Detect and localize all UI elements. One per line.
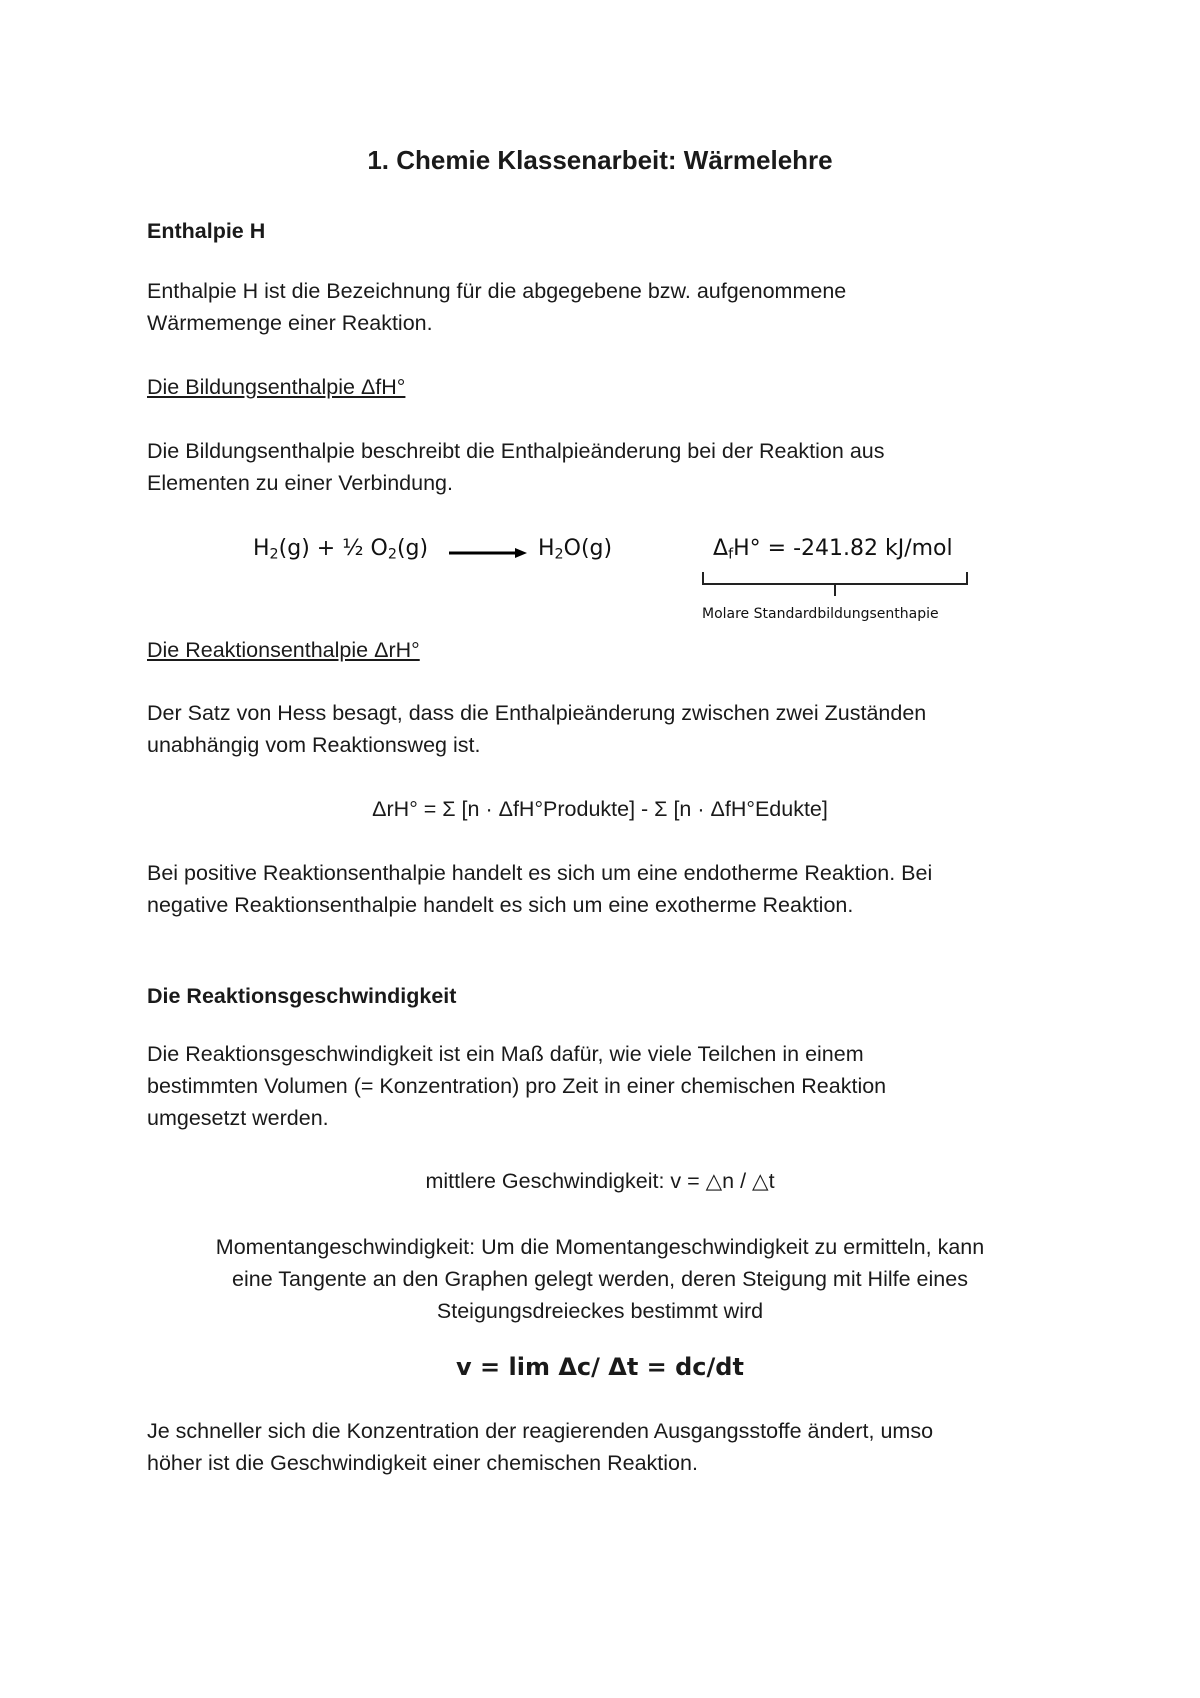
product-text: O(g): [563, 536, 613, 561]
delta-symbol: Δ: [713, 536, 729, 561]
text-line: Die Bildungsenthalpie beschreibt die Enthalpieänderung bei der Reaktion aus: [147, 439, 885, 463]
paragraph-enthalpie: [147, 275, 1067, 339]
text-line: Wärmemenge einer Reaktion.: [147, 311, 433, 335]
text-line: Elementen zu einer Verbindung.: [147, 471, 453, 495]
enthalpy-value-text: H° = -241.82 kJ/mol: [733, 536, 953, 561]
text-line: negative Reaktionsenthalpie handelt es sich um eine exotherme Reaktion.: [147, 893, 854, 917]
reaction-equation: [0, 536, 1200, 636]
text-line: Bei positive Reaktionsenthalpie handelt es sich um eine endotherme Reaktion. Bei: [147, 861, 933, 885]
subheading-reaktionsenthalpie: Die Reaktionsenthalpie ΔrH°: [147, 638, 420, 662]
mean-speed-formula: mittlere Geschwindigkeit: v = △n / △t: [425, 1169, 775, 1193]
paragraph-conclusion: [147, 1415, 1067, 1479]
section-heading-enthalpie: Enthalpie H: [147, 219, 266, 243]
paragraph-geschwindigkeit: [147, 1038, 1067, 1134]
text-line: Der Satz von Hess besagt, dass die Enthalpieänderung zwischen zwei Zuständen: [147, 701, 927, 725]
text-line: Momentangeschwindigkeit: Um die Momentangeschwindigkeit zu ermitteln, kann: [215, 1235, 985, 1259]
reaction-arrow-icon: [447, 546, 529, 560]
product: [538, 536, 612, 561]
paragraph-sign: [147, 857, 1067, 921]
reactant-state: (g): [396, 536, 429, 561]
page-title: 1. Chemie Klassenarbeit: Wärmelehre: [367, 145, 833, 175]
subheading-bildungsenthalpie: Die Bildungsenthalpie ΔfH°: [147, 375, 406, 399]
reactant-h: H: [253, 536, 270, 561]
subscript: 2: [387, 546, 397, 563]
brace-icon: [700, 570, 970, 598]
text-line: höher ist die Geschwindigkeit einer chemischen Reaktion.: [147, 1451, 698, 1475]
brace-label: Molare Standardbildungsenthapie: [702, 606, 939, 622]
subscript: 2: [269, 546, 279, 563]
text-line: umgesetzt werden.: [147, 1106, 329, 1130]
formation-enthalpy-value: [713, 536, 953, 561]
text-line: Je schneller sich die Konzentration der reagierenden Ausgangsstoffe ändert, umso: [147, 1419, 934, 1443]
product-h: H: [538, 536, 555, 561]
paragraph-momentangeschwindigkeit: [147, 1231, 1053, 1327]
text-line: eine Tangente an den Graphen gelegt werden, deren Steigung mit Hilfe eines: [232, 1267, 968, 1291]
subscript: 2: [554, 546, 564, 563]
reactants: [253, 536, 428, 561]
text-line: unabhängig vom Reaktionsweg ist.: [147, 733, 481, 757]
text-line: Die Reaktionsgeschwindigkeit ist ein Maß dafür, wie viele Teilchen in einem: [147, 1042, 864, 1066]
paragraph-bildungsenthalpie: [147, 435, 1067, 499]
text-line: Enthalpie H ist die Bezeichnung für die abgegebene bzw. aufgenommene: [147, 279, 847, 303]
text-line: bestimmten Volumen (= Konzentration) pro Zeit in einer chemischen Reaktion: [147, 1074, 887, 1098]
subscript: f: [728, 546, 734, 563]
section-heading-geschwindigkeit: Die Reaktionsgeschwindigkeit: [147, 984, 457, 1008]
text-line: Steigungsdreieckes bestimmt wird: [436, 1299, 764, 1323]
reactant-text: (g) + ½ O: [278, 536, 388, 561]
limit-formula: v = lim Δc/ Δt = dc/dt: [456, 1353, 744, 1381]
hess-formula: ΔrH° = Σ [n · ΔfH°Produkte] - Σ [n · ΔfH°Edukte]: [372, 797, 828, 821]
paragraph-hess: [147, 697, 1067, 761]
